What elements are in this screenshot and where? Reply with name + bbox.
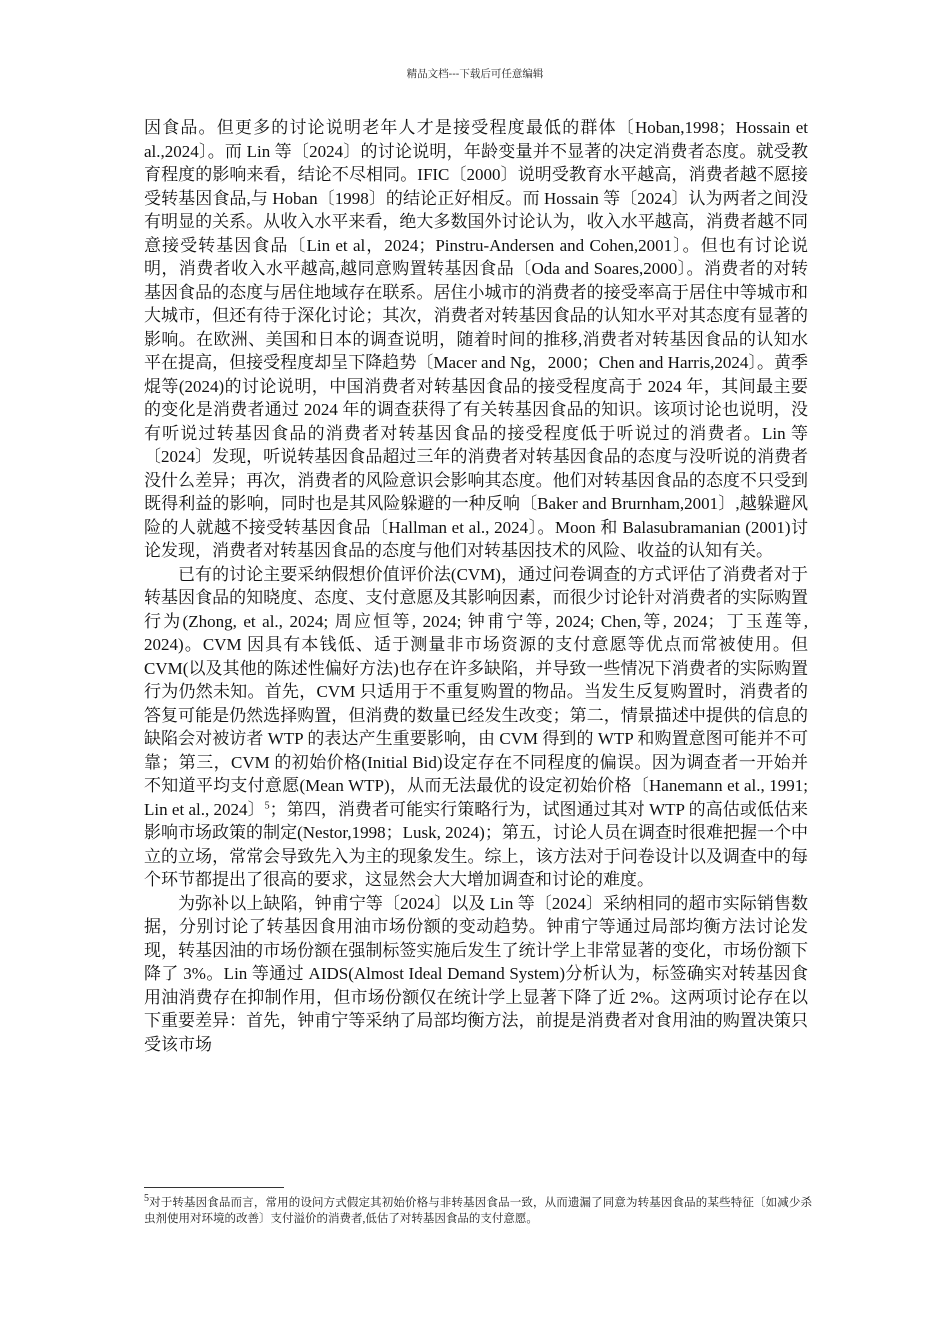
body-text bbox=[144, 116, 808, 1056]
footnote-text: 对于转基因食品而言，常用的设问方式假定其初始价格与非转基因食品一致，从而遗漏了同意为转基因食品的某些特征〔如减少杀虫剂使用对环境的改善〕支付溢价的消费者,低估了对转基因食品的支付意愿。 bbox=[144, 1197, 812, 1225]
footnote-reference[interactable]: 5 bbox=[264, 799, 270, 811]
paragraph-1: 因食品。但更多的讨论说明老年人才是接受程度最低的群体〔Hoban,1998；Hossain et al.,2024〕。而 Lin 等〔2024〕的讨论说明，年龄变量并不显著的决定消费者态度。就受教育程度的影响来看，结论不尽相同。IFIC〔2000〕说明受教育水平越高，消费者越不愿接受转基因食品,与 Hoban〔1998〕的结论正好相反。而 Hossain 等〔2024〕认为两者之间没有明显的关系。从收入水平来看，绝大多数国外讨论认为，收入水平越高，消费者越不同意接受转基因食品〔Lin et al，2024；Pinstru-Andersen and Cohen,2001〕。但也有讨论说明，消费者收入水平越高,越同意购置转基因食品〔Oda and Soares,2000〕。消费者的对转基因食品的态度与居住地域存在联系。居住小城市的消费者的接受率高于居住中等城市和大城市，但还有待于深化讨论；其次，消费者对转基因食品的认知水平对其态度有显著的影响。在欧洲、美国和日本的调查说明，随着时间的推移,消费者对转基因食品的认知水平在提高，但接受程度却呈下降趋势〔Macer and Ng，2000；Chen and Harris,2024〕。黄季焜等(2024)的讨论说明，中国消费者对转基因食品的接受程度高于 2024 年，其间最主要的变化是消费者通过 2024 年的调查获得了有关转基因食品的知识。该项讨论也说明，没有听说过转基因食品的消费者对转基因食品的接受程度低于听说过的消费者。Lin 等〔2024〕发现，听说转基因食品超过三年的消费者对转基因食品的态度与没听说的消费者没什么差异；再次，消费者的风险意识会影响其态度。他们对转基因食品的态度不只受到既得利益的影响，同时也是其风险躲避的一种反响〔Baker and Brurnham,2001〕,越躲避风险的人就越不接受转基因食品〔Hallman et al., 2024〕。Moon 和 Balasubramanian (2001)讨论发现，消费者对转基因食品的态度与他们对转基因技术的风险、收益的认知有关。 bbox=[144, 118, 808, 560]
footnote-divider bbox=[144, 1187, 284, 1188]
page-header: 精品文档---下载后可任意编辑 bbox=[406, 68, 544, 80]
paragraph-2-text: 已有的讨论主要采纳假想价值评价法(CVM)，通过问卷调查的方式评估了消费者对于转基因食品的知晓度、态度、支付意愿及其影响因素，而很少讨论针对消费者的实际购置行为(Zhong, et al., 2024; 周应恒等, 2024; 钟甫宁等, 2024; Chen,等, 2024；丁玉莲等, 2024)。CVM 因具有本钱低、适于测量非市场资源的支付意愿等优点而常被使用。但 CVM(以及其他的陈述性偏好方法)也存在许多缺陷，并导致一些情况下消费者的实际购置行为仍然未知。首先，CVM 只适用于不重复购置的物品。当发生反复购置时，消费者的答复可能是仍然选择购置，但消费的数量已经发生改变；第二，情景描述中提供的信息的缺陷会对被访者 WTP 的表达产生重要影响，由 CVM 得到的 WTP 和购置意图可能并不可靠；第三，CVM 的初始价格(Initial Bid)设定存在不同程度的偏误。因为调查者一开始并不知道平均支付意愿(Mean WTP)，从而无法最优的设定初始价格〔Hanemann et al., 1991; Lin et al., 2024〕 bbox=[144, 564, 808, 819]
footnote-number: 5 bbox=[144, 1193, 149, 1205]
paragraph-3: 为弥补以上缺陷，钟甫宁等〔2024〕以及 Lin 等〔2024〕采纳相同的超市实际销售数据，分别讨论了转基因食用油市场份额的变动趋势。钟甫宁等通过局部均衡方法讨论发现，转基因油的市场份额在强制标签实施后发生了统计学上非常显著的变化，市场份额下降了 3%。Lin 等通过 AIDS(Almost Ideal Demand System)分析认为，标签确实对转基因食用油消费存在抑制作用，但市场份额仅在统计学上显著下降了近 2%。这两项讨论存在以下重要差异：首先，钟甫宁等采纳了局部均衡方法，前提是消费者对食用油的购置决策只受该市场 bbox=[144, 893, 808, 1054]
footnote bbox=[144, 1195, 812, 1227]
paragraph-2-continued: ；第四，消费者可能实行策略行为，试图通过其对 WTP 的高估或低估来影响市场政策的制定(Nestor,1998；Lusk, 2024)；第五，讨论人员在调查时很难把握一个中立的立场，常常会导致先入为主的现象发生。综上，该方法对于问卷设计以及调查中的每个环节都提出了很高的要求，这显然会大大增加调查和讨论的难度。 bbox=[144, 799, 808, 889]
paragraph-2 bbox=[144, 563, 808, 892]
